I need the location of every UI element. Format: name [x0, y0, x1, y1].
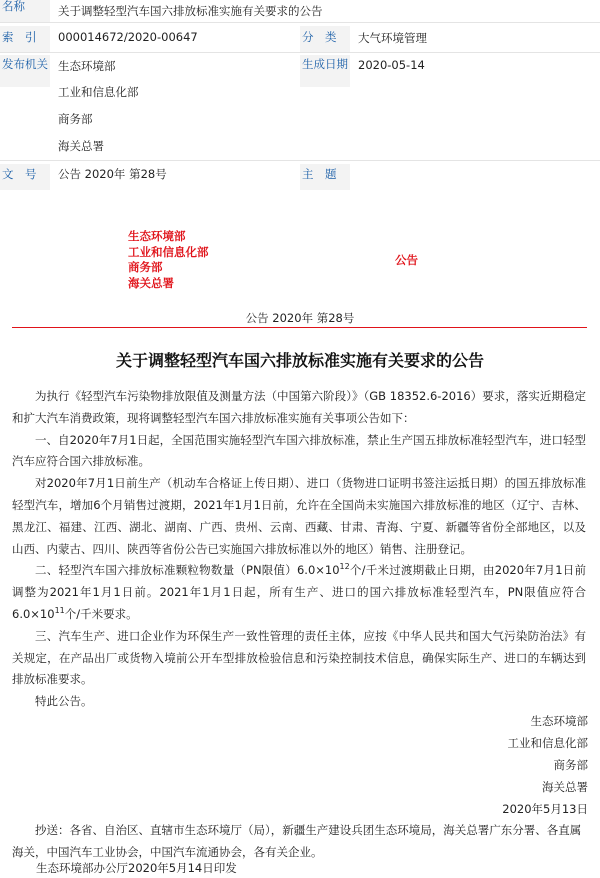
signature-org-1: 生态环境部 [530, 714, 588, 728]
paragraph-2-part-b: 个/千米过渡期截止日期，由2020年7月1日前调整为2021年1月1日前。2021年1月1日起，所有生产、进口的国六排放标准轻型汽车，PN限值应符合6.0×10 [12, 563, 587, 621]
meta-value-docno: 公告 2020年 第28号 [58, 167, 167, 181]
meta-label-date: 生成日期 [300, 55, 350, 87]
meta-value-category: 大气环境管理 [358, 31, 427, 45]
paragraph-2-part-a: 二、轻型汽车国六排放标准颗粒物数量（PN限值）6.0×10 [35, 563, 340, 578]
meta-issuer-1: 生态环境部 [58, 59, 116, 73]
meta-label-index: 索 引 [0, 26, 50, 52]
document-number: 公告 2020年 第28号 [245, 311, 355, 325]
meta-divider [0, 160, 600, 161]
meta-label-issuer: 发布机关 [0, 55, 50, 87]
meta-label-docno: 文 号 [0, 164, 50, 190]
red-org-2: 工业和信息化部 [128, 244, 209, 259]
cc-text: 抄送：各省、自治区、直辖市生态环境厅（局），新疆生产建设兵团生态环境局，海关总署广东分署、各直属海关，中国汽车工业协会，中国汽车流通协会，各有关企业。 [12, 823, 582, 859]
issuing-orgs-red [128, 229, 209, 291]
meta-label-subject: 主 题 [300, 164, 350, 190]
meta-label-category: 分 类 [300, 26, 350, 52]
red-divider [12, 327, 587, 328]
paragraph-2-part-c: 个/千米要求。 [64, 606, 138, 621]
cc-section [12, 820, 586, 864]
notice-word: 公告 [395, 253, 418, 267]
meta-divider [0, 22, 600, 23]
document-title: 关于调整轻型汽车国六排放标准实施有关要求的公告 [115, 351, 484, 370]
paragraph-1-transition: 对2020年7月1日前生产（机动车合格证上传日期）、进口（货物进口证明书签注运抵日期）的国五排放标准轻型汽车，增加6个月销售过渡期，2021年1月1日前，允许在全国尚未实施国六排放标准的地区（辽宁、吉林、黑龙江、福建、江西、湖北、湖南、广西、贵州、云南、西藏、甘肃、青海、宁夏、新疆等省份全部地区，以及山西、内蒙古、四川、陕西等省份公告已实施国六排放标准以外的地区）销售、注册登记。 [12, 476, 586, 556]
meta-issuer-4: 海关总署 [58, 139, 104, 153]
paragraph-3: 三、汽车生产、进口企业作为环保生产一致性管理的责任主体，应按《中华人民共和国大气污染防治法》有关规定，在产品出厂或货物入境前公开车型排放检验信息和污染控制技术信息，确保实际生产、进口的车辆达到排放标准要求。 [12, 628, 586, 687]
red-org-4: 海关总署 [128, 275, 174, 290]
exponent-11: 11 [54, 605, 65, 615]
meta-value-title: 关于调整轻型汽车国六排放标准实施有关要求的公告 [58, 4, 323, 18]
red-org-1: 生态环境部 [128, 229, 186, 243]
paragraph-intro: 为执行《轻型汽车污染物排放限值及测量方法（中国第六阶段）》（GB 18352.6-2016）要求，落实近期稳定和扩大汽车消费政策，现将调整轻型汽车国六排放标准实施有关事项公告如下： [12, 389, 586, 425]
meta-row-index [0, 26, 600, 52]
signature-org-3: 商务部 [553, 758, 588, 772]
meta-issuer-2: 工业和信息化部 [58, 85, 139, 99]
meta-divider [0, 52, 600, 53]
paragraph-2 [12, 560, 586, 625]
meta-row-docno [0, 164, 600, 190]
metadata-table [0, 0, 600, 190]
paragraph-closing: 特此公告。 [35, 694, 93, 709]
document-body [12, 386, 586, 713]
meta-row-title [0, 0, 600, 22]
red-org-3: 商务部 [128, 260, 163, 274]
meta-value-date: 2020-05-14 [358, 58, 425, 72]
signature-date: 2020年5月13日 [502, 802, 588, 816]
issued-note: 生态环境部办公厅2020年5月14日印发 [36, 861, 237, 875]
signature-org-4: 海关总署 [542, 780, 588, 794]
signature-org-2: 工业和信息化部 [507, 736, 588, 750]
paragraph-1: 一、自2020年7月1日起，全国范围实施轻型汽车国六排放标准，禁止生产国五排放标准轻型汽车，进口轻型汽车应符合国六排放标准。 [12, 432, 586, 469]
meta-row-issuer [0, 55, 600, 155]
meta-issuer-3: 商务部 [58, 112, 93, 126]
meta-value-index: 000014672/2020-00647 [58, 30, 198, 44]
exponent-12: 12 [339, 562, 350, 572]
meta-label-title: 名称 [0, 0, 50, 22]
